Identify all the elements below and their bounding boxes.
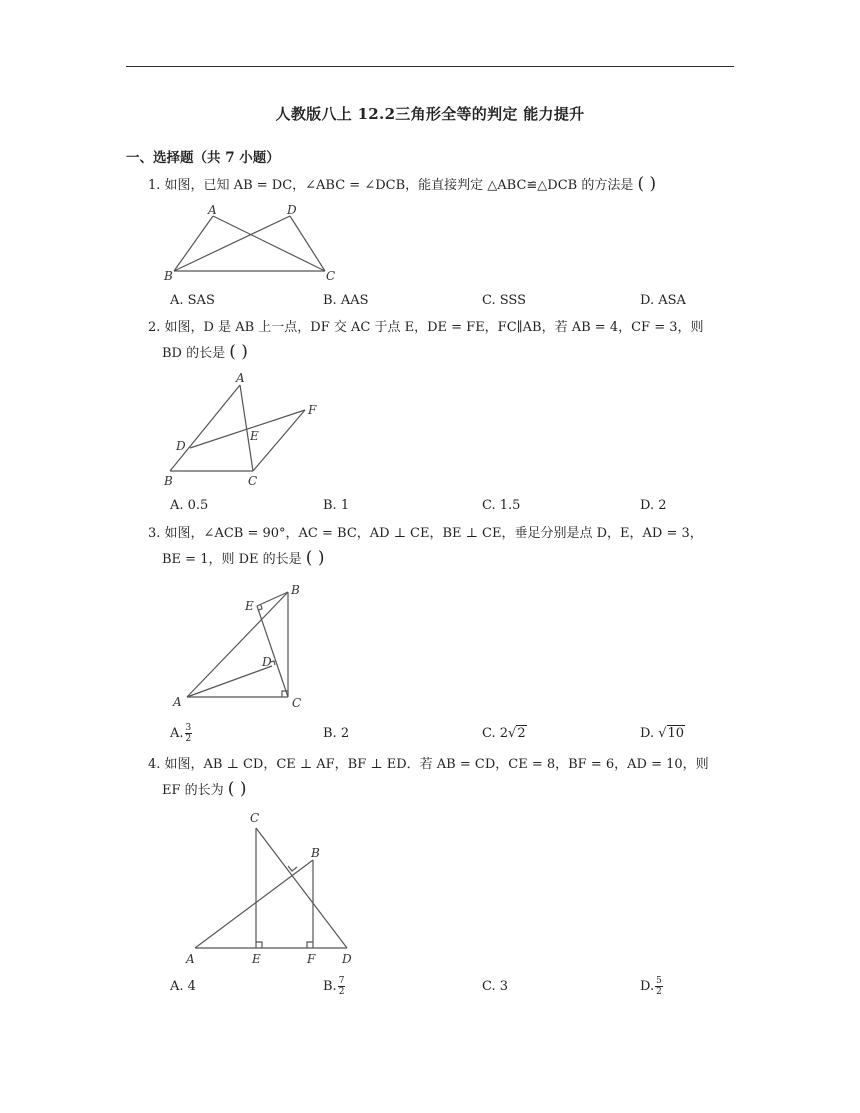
option-d: D. $\frac{5}{2}$ — [640, 976, 662, 997]
answer-paren: ( ) — [305, 548, 325, 568]
section-title: 一、选择题（共 7 小题） — [126, 150, 280, 166]
point-label: C — [326, 269, 336, 283]
fraction: $\frac{7}{2}$ — [338, 976, 345, 997]
point-label: D — [262, 655, 272, 669]
point-label: A — [173, 695, 182, 709]
fraction: $\frac{5}{2}$ — [656, 976, 662, 997]
point-label: A — [208, 203, 217, 217]
header-rule — [126, 66, 734, 67]
question-number: 1. — [148, 178, 161, 193]
figure-4 — [180, 808, 360, 968]
point-label: D — [176, 439, 186, 453]
point-label: B — [291, 583, 300, 597]
figure-3 — [170, 580, 320, 715]
point-label: F — [307, 952, 316, 966]
option-b: B. AAS — [323, 293, 369, 308]
question-number: 4. — [148, 757, 161, 772]
option-c: C. 3 — [482, 979, 509, 994]
point-label: C — [248, 474, 258, 488]
option-b: B. 2 — [323, 726, 350, 741]
question-text: 如图，已知 AB = DC，∠ABC = ∠DCB，能直接判定 △ABC≌△DCB 的方法是 — [164, 178, 634, 193]
point-label: C — [250, 811, 260, 825]
point-label: B — [311, 846, 320, 860]
question-number: 3. — [148, 526, 161, 541]
point-label: F — [308, 403, 317, 417]
figure-1 — [160, 200, 350, 285]
option-b: B. $\frac{7}{2}$ — [323, 976, 345, 997]
question-number: 2. — [148, 320, 161, 335]
page-title: 人教版八上 12.2三角形全等的判定 能力提升 — [275, 105, 585, 123]
sqrt: √10 — [658, 726, 685, 741]
option-c: C. 1.5 — [482, 498, 521, 513]
answer-paren: ( ) — [637, 174, 657, 194]
point-label: A — [236, 371, 245, 385]
option-d: D. √10 — [640, 726, 685, 741]
sqrt: √2 — [508, 726, 526, 741]
point-label: A — [186, 952, 195, 966]
figure-2 — [160, 370, 330, 490]
point-label: E — [250, 429, 259, 443]
fraction: $\frac{3}{2}$ — [185, 723, 192, 744]
question-2 — [148, 315, 704, 366]
answer-paren: ( ) — [229, 342, 248, 362]
question-4 — [148, 752, 709, 803]
question-text-2: EF 的长为 — [162, 783, 224, 798]
option-a: A. SAS — [170, 293, 215, 308]
option-c: C. SSS — [482, 293, 527, 308]
option-a: A. $\frac{3}{2}$ — [170, 723, 192, 744]
option-a: A. 0.5 — [170, 498, 209, 513]
point-label: D — [342, 952, 352, 966]
option-b: B. 1 — [323, 498, 350, 513]
point-label: C — [292, 696, 302, 710]
option-a: A. 4 — [170, 979, 196, 994]
point-label: E — [252, 952, 261, 966]
point-label: E — [245, 599, 254, 613]
point-label: B — [164, 474, 173, 488]
question-text-2: BD 的长是 — [162, 346, 226, 361]
question-text: 如图，∠ACB = 90°，AC = BC，AD ⊥ CE，BE ⊥ CE，垂足分别是点 D，E，AD = 3， — [164, 526, 703, 541]
option-d: D. ASA — [640, 293, 686, 308]
option-d: D. 2 — [640, 498, 667, 513]
point-label: D — [287, 203, 297, 217]
question-text: 如图，AB ⊥ CD，CE ⊥ AF，BF ⊥ ED．若 AB = CD，CE = 8，BF = 6，AD = 10，则 — [164, 757, 709, 772]
question-1 — [148, 172, 656, 198]
question-3 — [148, 521, 703, 572]
question-text: 如图，D 是 AB 上一点，DF 交 AC 于点 E，DE = FE，FC∥AB，若 AB = 4，CF = 3，则 — [164, 320, 704, 335]
option-c: C. 2√2 — [482, 726, 526, 741]
answer-paren: ( ) — [227, 779, 247, 799]
question-text-2: BE = 1，则 DE 的长是 — [162, 552, 302, 567]
point-label: B — [164, 269, 173, 283]
